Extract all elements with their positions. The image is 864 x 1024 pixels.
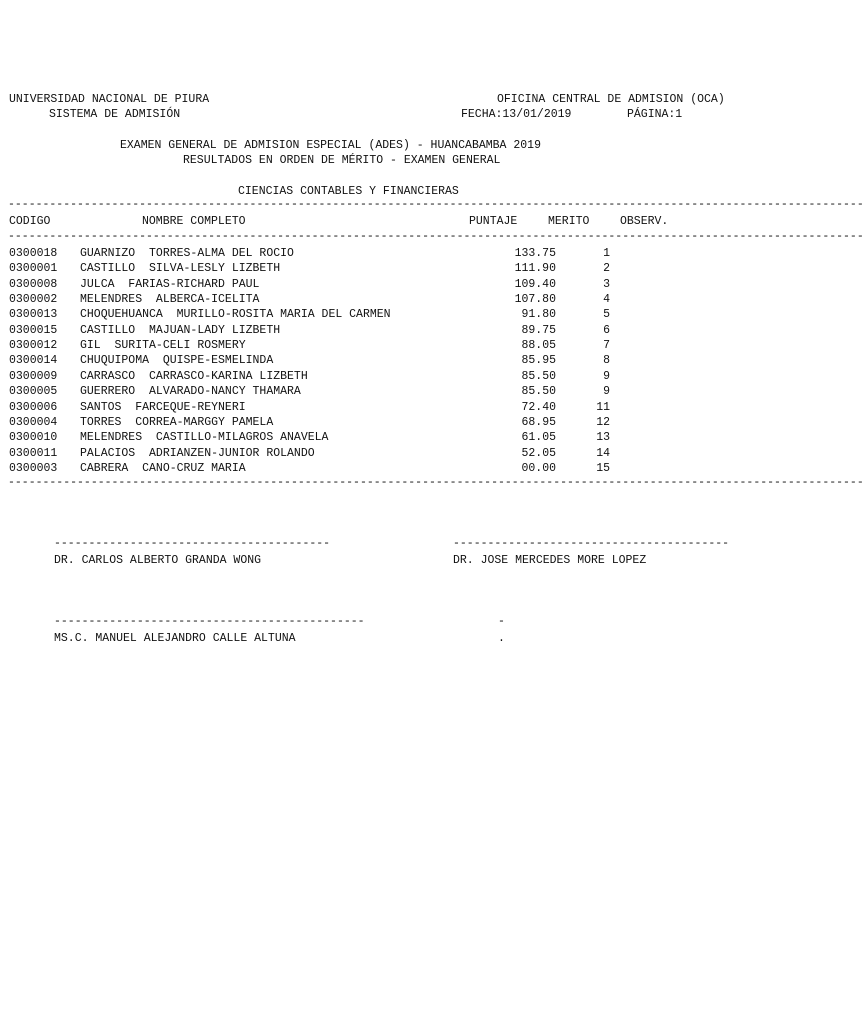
- table-row: [0, 400, 768, 415]
- row-code: 0300014: [9, 354, 58, 368]
- row-merit: 15: [596, 461, 610, 475]
- row-name: CARRASCO CARRASCO-KARINA LIZBETH: [80, 369, 308, 383]
- row-name: GIL SURITA-CELI ROSMERY: [80, 339, 246, 353]
- row-merit: 7: [603, 339, 610, 353]
- row-code: 0300002: [9, 293, 58, 307]
- row-name: PALACIOS ADRIANZEN-JUNIOR ROLANDO: [80, 446, 315, 460]
- table-row: [0, 323, 768, 338]
- row-code: 0300005: [9, 385, 58, 399]
- row-merit: 11: [596, 400, 610, 414]
- row-name: MELENDRES ALBERCA-ICELITA: [80, 293, 260, 307]
- table-row: [0, 415, 768, 430]
- row-merit: 3: [603, 277, 610, 291]
- row-name: MELENDRES CASTILLO-MILAGROS ANAVELA: [80, 431, 329, 445]
- signature-line-1: ----------------------------------------: [54, 537, 331, 550]
- row-score: 107.80: [514, 293, 556, 307]
- row-merit: 9: [603, 369, 610, 383]
- university-name: UNIVERSIDAD NACIONAL DE PIURA: [9, 93, 210, 106]
- table-top-rule: ----------------------------------------------------------------------------------------------------------------------------: [8, 198, 864, 211]
- row-merit: 14: [596, 446, 610, 460]
- row-score: 91.80: [521, 308, 556, 322]
- col-score-header: PUNTAJE: [469, 215, 518, 228]
- table-bottom-rule: ----------------------------------------------------------------------------------------------------------------------------: [8, 476, 864, 489]
- row-code: 0300004: [9, 415, 58, 429]
- col-merit-header: MERITO: [548, 215, 590, 228]
- system-name: SISTEMA DE ADMISIÓN: [49, 108, 181, 121]
- row-code: 0300003: [9, 461, 58, 475]
- row-name: CASTILLO MAJUAN-LADY LIZBETH: [80, 323, 281, 337]
- page-number: PÁGINA:1: [627, 108, 683, 121]
- row-code: 0300008: [9, 277, 58, 291]
- row-code: 0300012: [9, 339, 58, 353]
- row-score: 85.50: [521, 385, 556, 399]
- row-merit: 12: [596, 415, 610, 429]
- col-code-header: CODIGO: [9, 215, 51, 228]
- signatory-3: MS.C. MANUEL ALEJANDRO CALLE ALTUNA: [54, 632, 296, 645]
- row-code: 0300013: [9, 308, 58, 322]
- row-score: 68.95: [521, 415, 556, 429]
- row-code: 0300015: [9, 323, 58, 337]
- report-date: FECHA:13/01/2019: [461, 108, 572, 121]
- career-title: CIENCIAS CONTABLES Y FINANCIERAS: [238, 185, 459, 198]
- table-row: [0, 292, 768, 307]
- row-merit: 4: [603, 293, 610, 307]
- table-header-rule: ----------------------------------------------------------------------------------------------------------------------------: [8, 230, 864, 243]
- row-name: CHOQUEHUANCA MURILLO-ROSITA MARIA DEL CARMEN: [80, 308, 391, 322]
- row-name: TORRES CORREA-MARGGY PAMELA: [80, 415, 274, 429]
- row-merit: 5: [603, 308, 610, 322]
- col-observ-header: OBSERV.: [620, 215, 669, 228]
- row-name: CHUQUIPOMA QUISPE-ESMELINDA: [80, 354, 274, 368]
- row-score: 00.00: [521, 461, 556, 475]
- row-code: 0300010: [9, 431, 58, 445]
- row-code: 0300006: [9, 400, 58, 414]
- row-score: 61.05: [521, 431, 556, 445]
- table-row: [0, 430, 768, 445]
- row-merit: 1: [603, 247, 610, 260]
- table-row: [0, 261, 768, 276]
- signature-line-4: -: [498, 615, 505, 628]
- col-name-header: NOMBRE COMPLETO: [142, 215, 246, 228]
- row-score: 72.40: [521, 400, 556, 414]
- row-code: 0300018: [9, 247, 58, 260]
- row-name: JULCA FARIAS-RICHARD PAUL: [80, 277, 260, 291]
- table-row: [0, 461, 768, 476]
- table-row: [0, 369, 768, 384]
- signatory-1: DR. CARLOS ALBERTO GRANDA WONG: [54, 554, 262, 567]
- row-score: 85.50: [521, 369, 556, 383]
- row-code: 0300009: [9, 369, 58, 383]
- table-row: [0, 338, 768, 353]
- row-score: 85.95: [521, 354, 556, 368]
- table-row: [0, 277, 768, 292]
- signatory-4: .: [498, 632, 505, 645]
- signature-line-2: ----------------------------------------: [453, 537, 730, 550]
- row-score: 111.90: [514, 262, 556, 276]
- row-score: 88.05: [521, 339, 556, 353]
- row-merit: 8: [603, 354, 610, 368]
- row-code: 0300001: [9, 262, 58, 276]
- table-row: [0, 384, 768, 399]
- table-row: [0, 446, 768, 461]
- row-merit: 13: [596, 431, 610, 445]
- row-name: CABRERA CANO-CRUZ MARIA: [80, 461, 246, 475]
- row-merit: 6: [603, 323, 610, 337]
- signatory-2: DR. JOSE MERCEDES MORE LOPEZ: [453, 554, 647, 567]
- row-merit: 9: [603, 385, 610, 399]
- row-code: 0300011: [9, 446, 58, 460]
- table-row: [0, 246, 768, 261]
- exam-title: EXAMEN GENERAL DE ADMISION ESPECIAL (ADES) - HUANCABAMBA 2019: [120, 139, 541, 152]
- row-name: GUARNIZO TORRES-ALMA DEL ROCIO: [80, 247, 294, 260]
- row-merit: 2: [603, 262, 610, 276]
- row-score: 133.75: [514, 247, 556, 260]
- results-title: RESULTADOS EN ORDEN DE MÉRITO - EXAMEN GENERAL: [183, 154, 501, 167]
- row-name: GUERRERO ALVARADO-NANCY THAMARA: [80, 385, 301, 399]
- signature-line-3: ---------------------------------------------: [54, 615, 365, 628]
- table-row: [0, 353, 768, 368]
- table-row: [0, 307, 768, 322]
- office-name: OFICINA CENTRAL DE ADMISION (OCA): [497, 93, 725, 106]
- row-score: 89.75: [521, 323, 556, 337]
- row-name: SANTOS FARCEQUE-REYNERI: [80, 400, 246, 414]
- row-name: CASTILLO SILVA-LESLY LIZBETH: [80, 262, 281, 276]
- row-score: 109.40: [514, 277, 556, 291]
- row-score: 52.05: [521, 446, 556, 460]
